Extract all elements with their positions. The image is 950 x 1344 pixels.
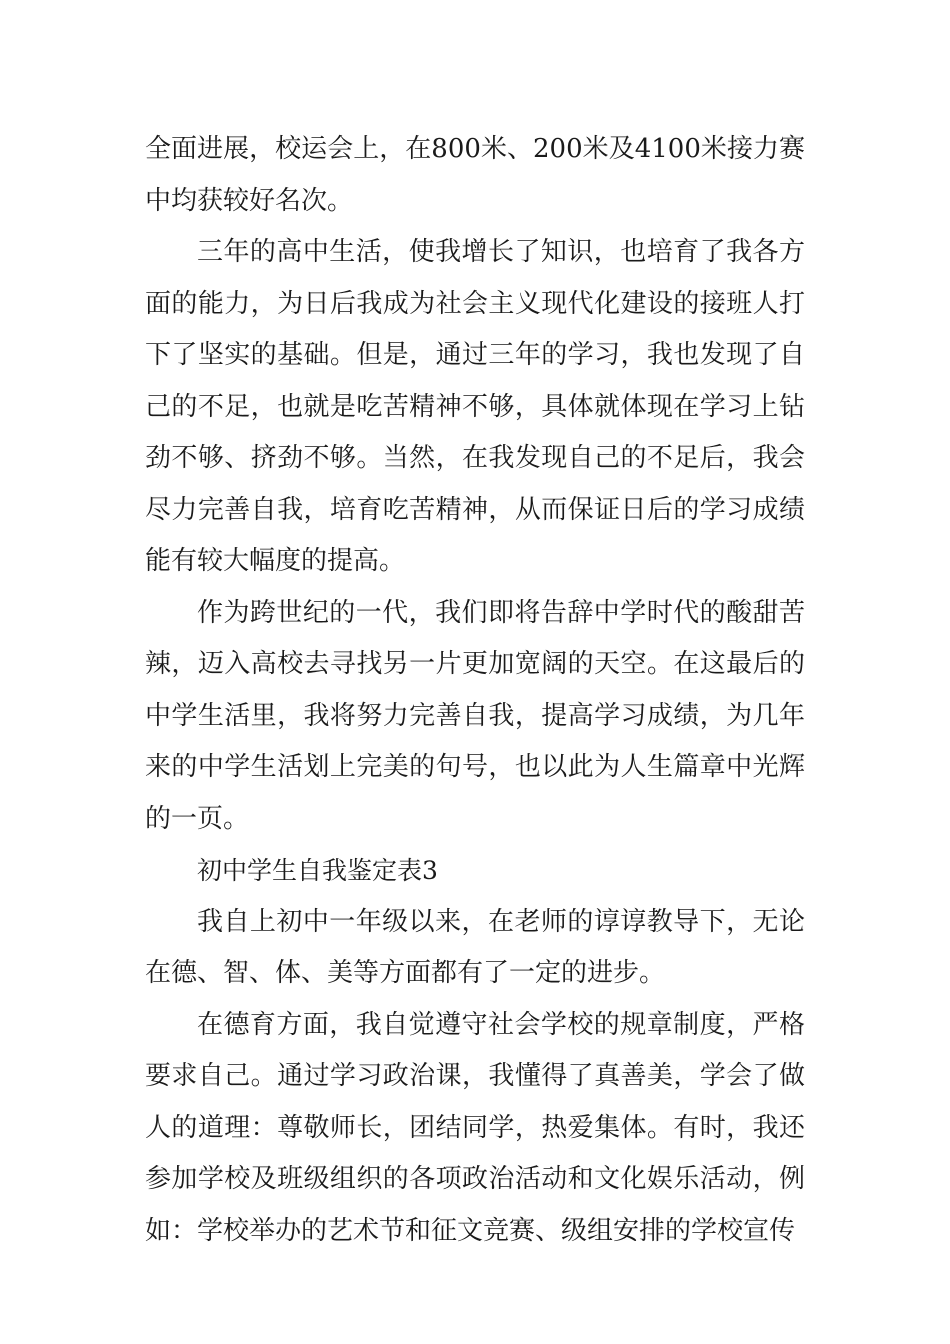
paragraph-2: 三年的高中生活，使我增长了知识，也培育了我各方面的能力，为日后我成为社会主义现代化建设的接班人打下了坚实的基础。但是，通过三年的学习，我也发现了自己的不足，也就是吃苦精神不够，具体就体现在学习上钻劲不够、挤劲不够。当然，在我发现自己的不足后，我会尽力完善自我，培育吃苦精神，从而保证日后的学习成绩能有较大幅度的提高。 [145, 237, 805, 576]
section-heading: 初中学生自我鉴定表3 [197, 856, 438, 885]
paragraph-4: 我自上初中一年级以来，在老师的谆谆教导下，无论在德、智、体、美等方面都有了一定的进步。 [145, 906, 805, 988]
paragraph-1: 全面进展，校运会上，在800米、200米及4100米接力赛中均获较好名次。 [145, 134, 805, 216]
document-body [145, 124, 805, 1257]
paragraph-3: 作为跨世纪的一代，我们即将告辞中学时代的酸甜苦辣，迈入高校去寻找另一片更加宽阔的天空。在这最后的中学生活里，我将努力完善自我，提高学习成绩，为几年来的中学生活划上完美的句号，也以此为人生篇章中光辉的一页。 [145, 597, 805, 834]
paragraph-5: 在德育方面，我自觉遵守社会学校的规章制度，严格要求自己。通过学习政治课，我懂得了真善美，学会了做人的道理：尊敬师长，团结同学，热爱集体。有时，我还参加学校及班级组织的各项政治活动和文化娱乐活动，例如：学校举办的艺术节和征文竞赛、级组安排的学校宣传 [145, 1009, 805, 1246]
